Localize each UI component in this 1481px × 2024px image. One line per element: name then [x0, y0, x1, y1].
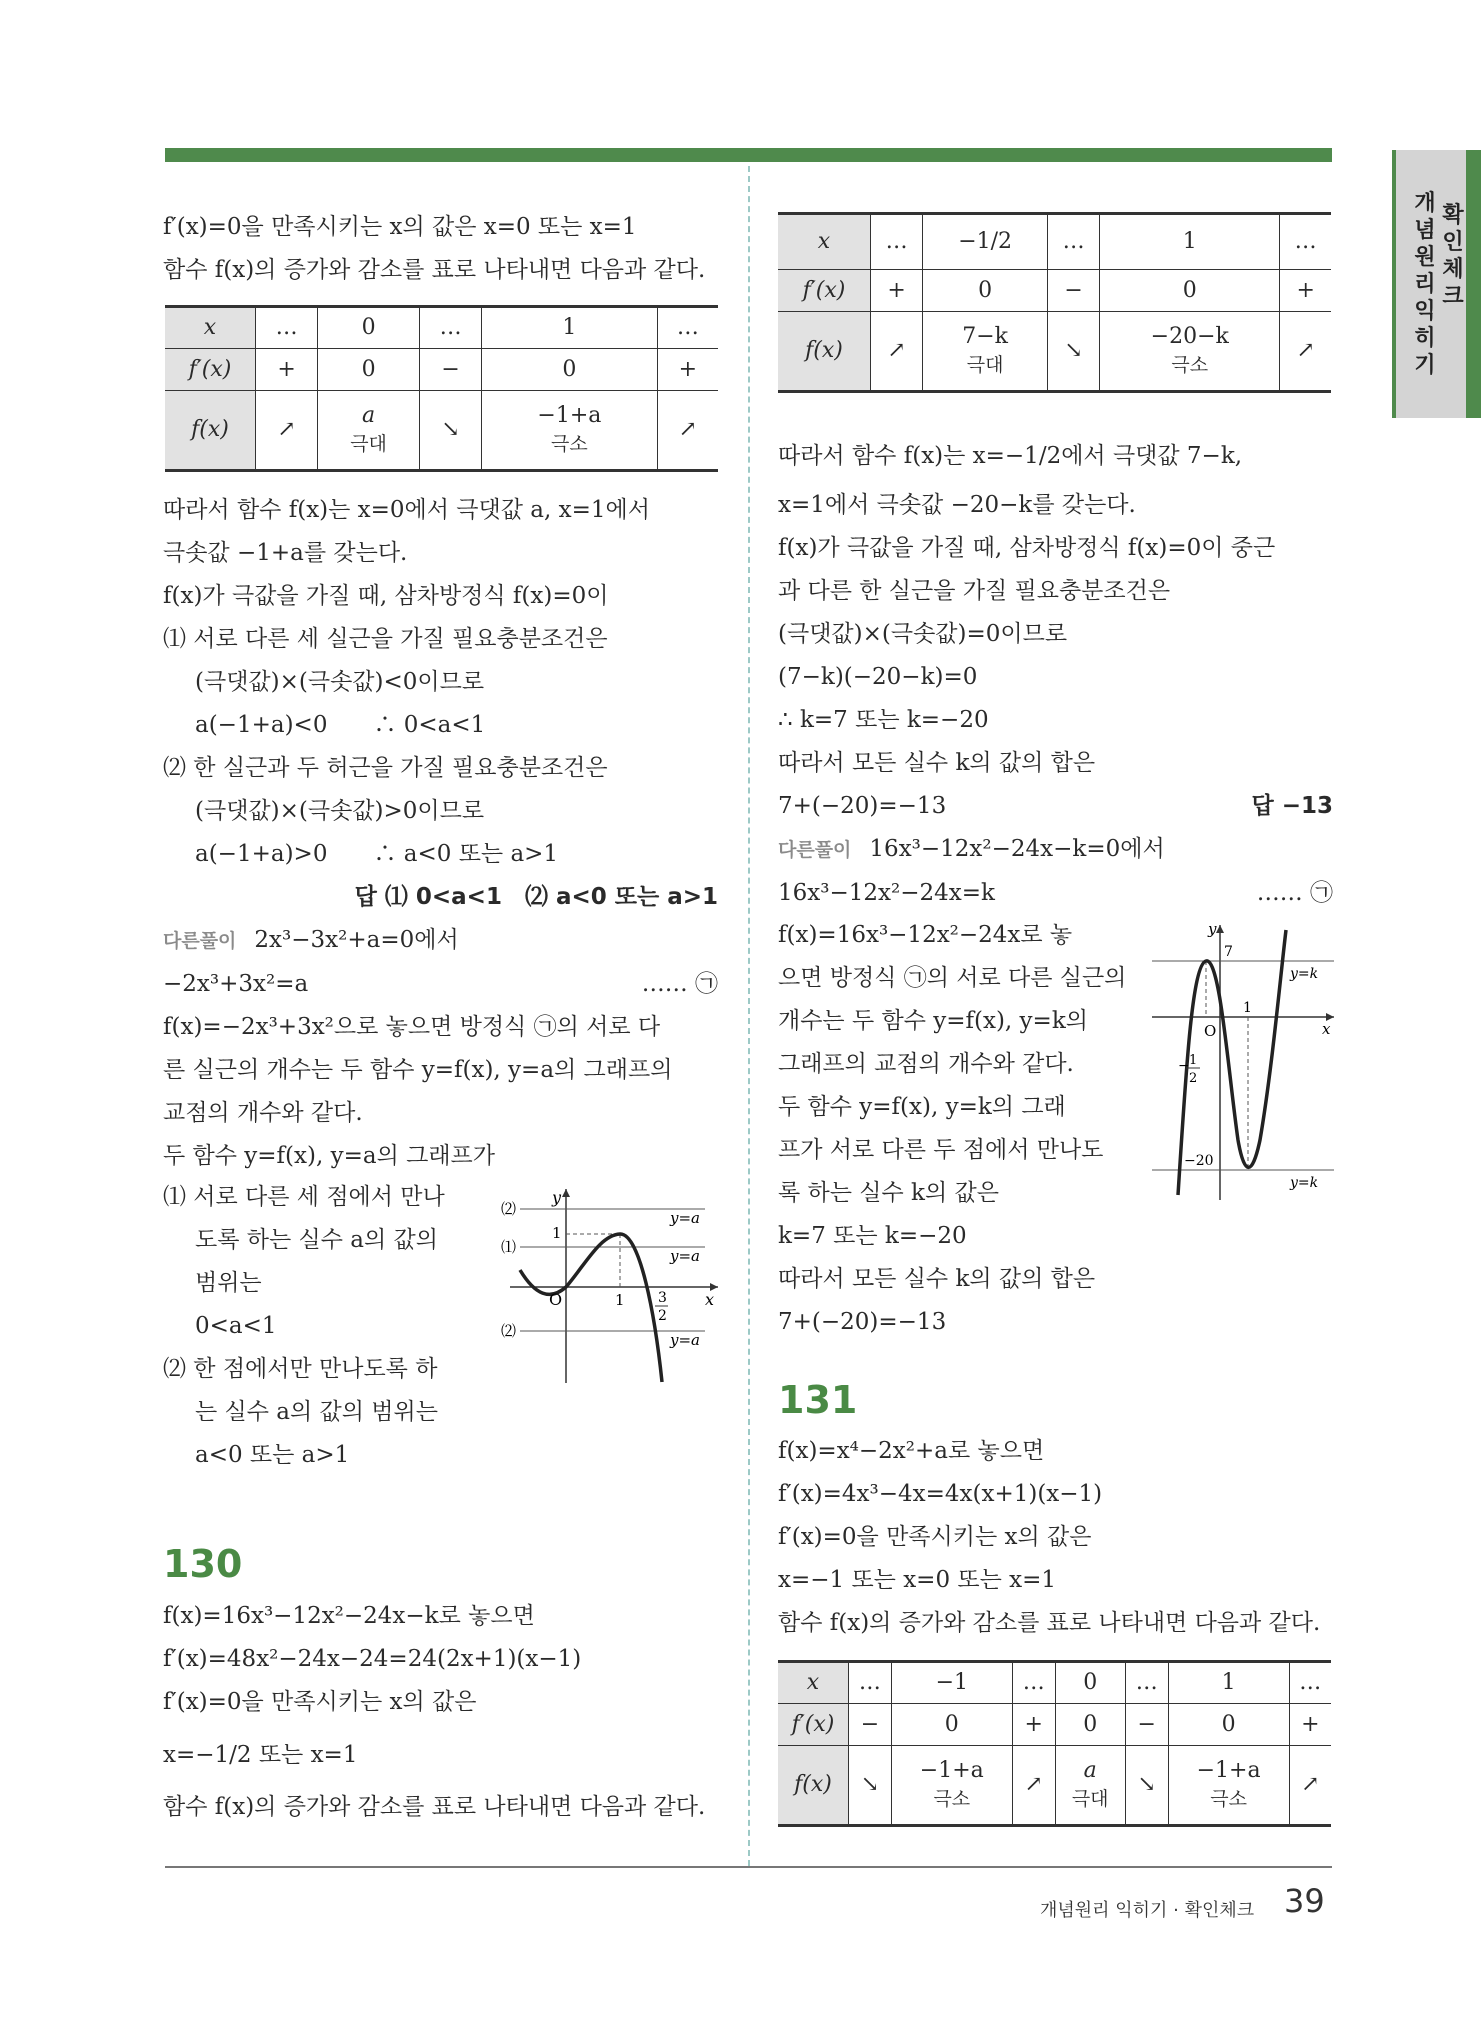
table-cell: ↗ — [1280, 312, 1331, 392]
cubic-curve — [520, 1234, 662, 1382]
text-line: (극댓값)×(극솟값)>0이므로 — [195, 798, 485, 824]
text-line: f′(x)=48x²−24x−24=24(2x+1)(x−1) — [163, 1646, 582, 1672]
text-line: 극솟값 −1+a를 갖는다. — [163, 540, 408, 566]
text-line — [778, 785, 1333, 828]
table-cell: … — [1125, 1662, 1168, 1704]
text-line: 는 실수 a의 값의 범위는 — [195, 1399, 438, 1425]
table-cell — [318, 391, 420, 471]
side-tab-stripe — [1466, 150, 1481, 418]
cell-sub: 극대 — [350, 433, 387, 455]
table-cell: x — [165, 307, 256, 349]
table-cell: −1 — [891, 1662, 1012, 1704]
tick-3-2-num: 3 — [658, 1290, 667, 1306]
table-cell: x — [778, 214, 871, 270]
text-line: f′(x)=0을 만족시키는 x의 값은 — [778, 1524, 1092, 1550]
table-cell: 0 — [318, 307, 420, 349]
side-tab-col2: 확인체크 — [1442, 203, 1464, 309]
side-tab-col1: 개념원리 익히기 — [1414, 191, 1436, 378]
alt-eq: −2x³+3x²=a — [163, 971, 309, 997]
result: 7+(−20)=−13 — [778, 793, 947, 819]
table-cell: f′(x) — [778, 270, 871, 312]
text-line: 록 하는 실수 k의 값은 — [778, 1180, 999, 1206]
cell-value: 7−k — [962, 324, 1008, 349]
text-line: ⑵ 한 실근과 두 허근을 가질 필요충분조건은 — [163, 755, 608, 781]
table-cell: 0 — [1055, 1662, 1125, 1704]
table-cell: − — [1047, 270, 1099, 312]
text-line: ⑴ 서로 다른 세 실근을 가질 필요충분조건은 — [163, 626, 608, 652]
tick-x-1: 1 — [615, 1291, 625, 1309]
tick-x-1: 1 — [1243, 1000, 1252, 1016]
left-intro — [163, 206, 718, 292]
right-table-131 — [778, 1660, 1331, 1827]
table-cell: 0 — [1168, 1704, 1289, 1746]
text-line: f(x)=x⁴−2x²+a로 놓으면 — [778, 1438, 1045, 1464]
answer: 답 ⑴ 0<a<1 ⑵ a<0 또는 a>1 — [354, 884, 718, 910]
table-cell: + — [871, 270, 923, 312]
table-cell: ↘ — [1047, 312, 1099, 392]
cell-value: −1+a — [1196, 1758, 1261, 1783]
cell-sub: 극소 — [1171, 354, 1209, 376]
line-label: y=k — [1290, 966, 1319, 982]
text-line: 교점의 개수와 같다. — [163, 1100, 363, 1126]
table-cell: + — [1012, 1704, 1055, 1746]
y-axis-arrow — [1216, 925, 1224, 933]
top-rule — [165, 148, 1332, 162]
x-label: x — [705, 1290, 715, 1309]
table-cell: 0 — [891, 1704, 1012, 1746]
text-line: f(x)가 극값을 가질 때, 삼차방정식 f(x)=0이 중근 — [778, 535, 1276, 561]
alt-solution-line — [778, 828, 1333, 872]
text-line: f(x)=−2x³+3x²으로 놓으면 방정식 ㉠의 서로 다 — [163, 1014, 661, 1040]
y-label: y — [552, 1188, 562, 1207]
table-cell: 1 — [1168, 1662, 1289, 1704]
text-line: 프가 서로 다른 두 점에서 만나도 — [778, 1137, 1104, 1163]
x-label: x — [1322, 1020, 1331, 1038]
table-cell: ↘ — [849, 1746, 892, 1826]
table-cell: … — [256, 307, 318, 349]
eq-mark: …… ㉠ — [1256, 880, 1333, 906]
line-label: y=a — [670, 1247, 700, 1265]
cell-value: a — [362, 403, 376, 428]
tick-3-2-den: 2 — [658, 1308, 667, 1324]
text-line: x=−1/2 또는 x=1 — [163, 1742, 358, 1768]
problem-130-body — [163, 1595, 723, 1829]
text-line: 따라서 함수 f(x)는 x=−1/2에서 극댓값 7−k, — [778, 443, 1243, 469]
text-line: k=7 또는 k=−20 — [778, 1223, 967, 1249]
table-cell: ↗ — [1012, 1746, 1055, 1826]
table-cell: ↗ — [256, 391, 318, 471]
text-line: 따라서 모든 실수 k의 값의 합은 — [778, 1266, 1096, 1292]
table-cell: + — [1280, 270, 1331, 312]
text-line: a(−1+a)<0 ∴ 0<a<1 — [195, 712, 486, 738]
alt-label: 다른풀이 — [778, 839, 852, 861]
alt-first: 16x³−12x²−24x−k=0에서 — [869, 836, 1165, 862]
text-line: 과 다른 한 실근을 가질 필요충분조건은 — [778, 578, 1171, 604]
tick-m20: −20 — [1184, 1153, 1214, 1169]
y-label: y — [1208, 920, 1217, 938]
text-line: 른 실근의 개수는 두 함수 y=f(x), y=a의 그래프의 — [163, 1057, 673, 1083]
right-graph-text — [778, 914, 1138, 1344]
text-line: 두 함수 y=f(x), y=k의 그래 — [778, 1094, 1066, 1120]
tick-half-num: 1 — [1189, 1053, 1198, 1068]
text-line: x=−1 또는 x=0 또는 x=1 — [778, 1567, 1057, 1593]
table-cell: + — [1289, 1704, 1331, 1746]
text-line: 7+(−20)=−13 — [778, 1309, 947, 1335]
text-line: (7−k)(−20−k)=0 — [778, 664, 978, 690]
right-body — [778, 428, 1333, 915]
table-cell: 0 — [1055, 1704, 1125, 1746]
origin-label: O — [549, 1290, 563, 1309]
footer-text: 개념원리 익히기 · 확인체크 — [1040, 1900, 1255, 1921]
text-line: a(−1+a)>0 ∴ a<0 또는 a>1 — [195, 841, 559, 867]
table-cell: 0 — [923, 270, 1048, 312]
text-line: 범위는 — [195, 1270, 262, 1296]
table-cell: 0 — [1100, 270, 1280, 312]
line-label: y=a — [670, 1331, 700, 1349]
table-cell: − — [849, 1704, 892, 1746]
text-line — [163, 963, 718, 1006]
answer: 답 −13 — [1251, 793, 1333, 819]
left-table — [165, 305, 718, 472]
text-line: 그래프의 교점의 개수와 같다. — [778, 1051, 1074, 1077]
table-cell: ↗ — [657, 391, 718, 471]
footer-rule — [165, 1866, 1332, 1868]
table-cell: f(x) — [778, 1746, 849, 1826]
cell-sub: 극소 — [933, 1788, 971, 1810]
text-line: 따라서 함수 f(x)는 x=0에서 극댓값 a, x=1에서 — [163, 497, 650, 523]
origin-label: O — [1204, 1022, 1217, 1040]
left-graph-text — [163, 1176, 493, 1477]
alt-label: 다른풀이 — [163, 930, 237, 952]
table-cell: ↗ — [871, 312, 923, 392]
cell-value: −1+a — [537, 403, 602, 428]
table-cell: ↗ — [1289, 1746, 1331, 1826]
text-line: f(x)가 극값을 가질 때, 삼차방정식 f(x)=0이 — [163, 583, 609, 609]
cell-value: a — [1083, 1758, 1097, 1783]
text-line — [778, 872, 1333, 915]
table-cell: … — [1012, 1662, 1055, 1704]
table-cell — [1055, 1746, 1125, 1826]
alt-solution-line — [163, 919, 718, 963]
table-cell: − — [420, 349, 482, 391]
text-line: (극댓값)×(극솟값)=0이므로 — [778, 621, 1068, 647]
text-line: f(x)=16x³−12x²−24x로 놓 — [778, 922, 1073, 948]
table-cell — [923, 312, 1048, 392]
text-line: f′(x)=0을 만족시키는 x의 값은 — [163, 1689, 477, 1715]
table-cell: 1 — [482, 307, 658, 349]
text-line: ⑵ 한 점에서만 만나도록 하 — [163, 1356, 438, 1382]
table-cell — [1168, 1746, 1289, 1826]
text-line: 함수 f(x)의 증가와 감소를 표로 나타내면 다음과 같다. — [778, 1610, 1321, 1636]
table-cell: … — [1280, 214, 1331, 270]
tick-y-1: 1 — [552, 1224, 562, 1242]
cell-sub: 극소 — [551, 433, 588, 455]
text-line: ⑴ 서로 다른 세 점에서 만나 — [163, 1184, 445, 1210]
table-cell: … — [871, 214, 923, 270]
table-cell: + — [657, 349, 718, 391]
table-cell: + — [256, 349, 318, 391]
line-label: y=k — [1290, 1175, 1319, 1191]
table-cell: ↘ — [1125, 1746, 1168, 1826]
table-cell: … — [849, 1662, 892, 1704]
graph-left — [490, 1185, 720, 1385]
table-cell: − — [1125, 1704, 1168, 1746]
text-line: f′(x)=0을 만족시키는 x의 값은 x=0 또는 x=1 — [163, 214, 637, 240]
cell-sub: 극대 — [1071, 1788, 1109, 1810]
alt-eq: 16x³−12x²−24x=k — [778, 880, 995, 906]
table-cell: f′(x) — [778, 1704, 849, 1746]
table-cell: … — [1289, 1662, 1331, 1704]
text-line: 두 함수 y=f(x), y=a의 그래프가 — [163, 1143, 495, 1169]
table-cell: ↘ — [420, 391, 482, 471]
table-cell: 0 — [318, 349, 420, 391]
problem-number: 130 — [163, 1542, 243, 1586]
table-cell: f(x) — [165, 391, 256, 471]
table-cell — [1100, 312, 1280, 392]
text-line: x=1에서 극솟값 −20−k를 갖는다. — [778, 492, 1136, 518]
table-cell: … — [1047, 214, 1099, 270]
y-axis-arrow — [562, 1189, 570, 1197]
column-divider — [748, 166, 750, 1866]
text-line: 따라서 모든 실수 k의 값의 합은 — [778, 750, 1096, 776]
table-cell: f′(x) — [165, 349, 256, 391]
text-line: ∴ k=7 또는 k=−20 — [778, 707, 989, 733]
table-cell: −1/2 — [923, 214, 1048, 270]
problem-131-body — [778, 1430, 1338, 1645]
text-line: 개수는 두 함수 y=f(x), y=k의 — [778, 1008, 1088, 1034]
text-line: 도록 하는 실수 a의 값의 — [195, 1227, 438, 1253]
tick-y-7: 7 — [1224, 944, 1233, 960]
text-line: f(x)=16x³−12x²−24x−k로 놓으면 — [163, 1603, 535, 1629]
text-line: 0<a<1 — [195, 1313, 277, 1339]
cell-sub: 극소 — [1210, 1788, 1247, 1810]
table-cell — [891, 1746, 1012, 1826]
page-number: 39 — [1284, 1882, 1325, 1920]
text-line: 으면 방정식 ㉠의 서로 다른 실근의 — [778, 965, 1127, 991]
table-cell: x — [778, 1662, 849, 1704]
alt-first: 2x³−3x²+a=0에서 — [254, 927, 459, 953]
table-cell: 1 — [1100, 214, 1280, 270]
text-line: 함수 f(x)의 증가와 감소를 표로 나타내면 다음과 같다. — [163, 257, 706, 283]
text-line: 함수 f(x)의 증가와 감소를 표로 나타내면 다음과 같다. — [163, 1794, 706, 1820]
label-2b: ⑵ — [501, 1322, 517, 1340]
graph-right — [1148, 920, 1338, 1210]
line-label: y=a — [670, 1209, 700, 1227]
cell-value: −1+a — [919, 1758, 984, 1783]
text-line: (극댓값)×(극솟값)<0이므로 — [195, 669, 485, 695]
problem-number: 131 — [778, 1378, 858, 1422]
cell-value: −20−k — [1150, 324, 1229, 349]
label-1: ⑴ — [501, 1238, 517, 1256]
table-cell — [482, 391, 658, 471]
table-cell: f(x) — [778, 312, 871, 392]
eq-mark: …… ㉠ — [641, 971, 718, 997]
tick-neg: − — [1178, 1058, 1190, 1074]
table-cell: … — [420, 307, 482, 349]
left-body — [163, 489, 718, 1178]
right-table-130 — [778, 212, 1331, 393]
label-2a: ⑵ — [501, 1200, 517, 1218]
table-cell: … — [657, 307, 718, 349]
text-line: a<0 또는 a>1 — [195, 1442, 350, 1468]
tick-half-den: 2 — [1189, 1071, 1198, 1086]
text-line: f′(x)=4x³−4x=4x(x+1)(x−1) — [778, 1481, 1103, 1507]
cell-sub: 극대 — [966, 354, 1004, 376]
table-cell: 0 — [482, 349, 658, 391]
